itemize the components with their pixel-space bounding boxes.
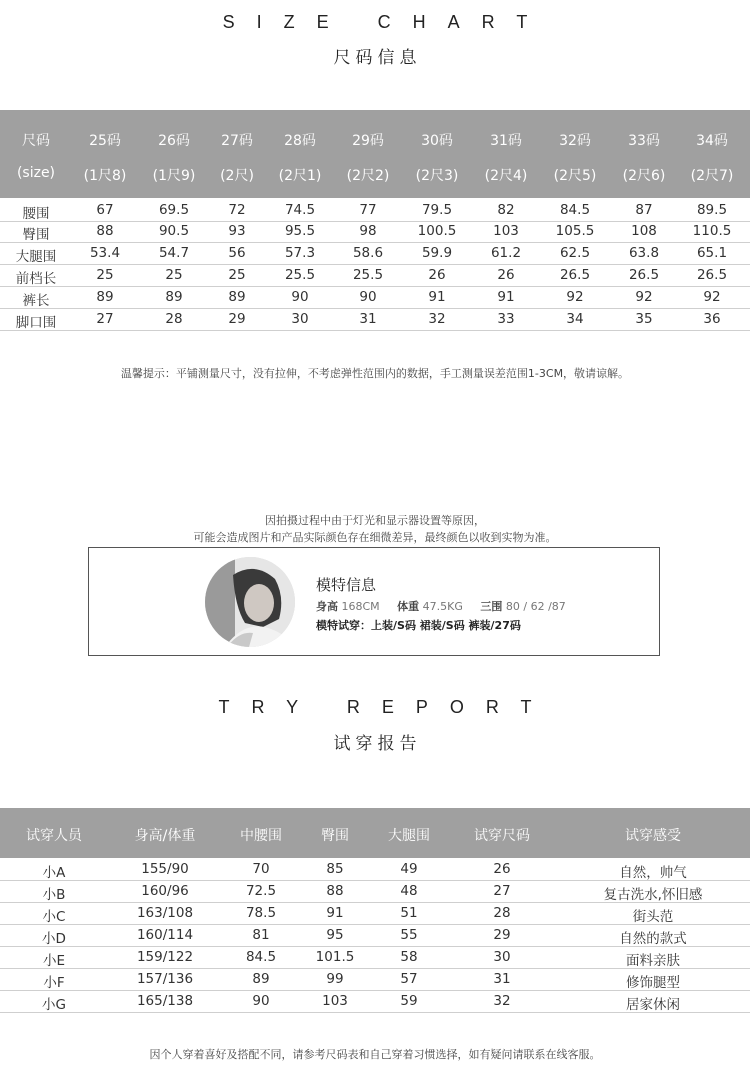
size-value-cell: 92 — [703, 289, 721, 305]
size-value-cell: 91 — [497, 289, 515, 305]
try-value-cell: 95 — [326, 927, 344, 943]
size-value-cell: 90 — [291, 289, 309, 305]
try-value-cell: 30 — [493, 949, 511, 965]
try-value-cell: 155/90 — [141, 861, 189, 877]
try-value-cell: 85 — [326, 861, 344, 877]
row-divider — [0, 924, 750, 925]
size-row-label: 腰围 — [22, 206, 50, 222]
tester-name: 小C — [42, 909, 66, 925]
row-divider — [0, 990, 750, 991]
size-value-cell: 63.8 — [628, 245, 660, 261]
try-value-cell: 48 — [400, 883, 418, 899]
model-try-sizes: 模特试穿：上装/S码 裙装/S码 裤装/27码 — [316, 619, 521, 632]
row-divider — [0, 286, 750, 287]
try-value-cell: 街头范 — [632, 909, 674, 925]
try-report-footer: 因个人穿着喜好及搭配不同，请参考尺码表和自己穿着习惯选择，如有疑问请联系在线客服。 — [149, 1048, 601, 1061]
row-divider — [0, 264, 750, 265]
size-value-cell: 72 — [228, 202, 246, 218]
try-value-cell: 90 — [252, 993, 270, 1009]
try-value-cell: 157/136 — [136, 971, 194, 987]
size-value-cell: 100.5 — [417, 223, 457, 239]
try-value-cell: 57 — [400, 971, 418, 987]
size-value-cell: 91 — [428, 289, 446, 305]
size-subheader-cell: (size) — [16, 165, 56, 181]
size-chart-tip: 温馨提示：平铺测量尺寸，没有拉伸，不考虑弹性范围内的数据，手工测量误差范围1-3CM，敬请谅解。 — [120, 367, 630, 380]
size-value-cell: 79.5 — [421, 202, 453, 218]
model-info-title: 模特信息 — [316, 576, 377, 594]
try-value-cell: 26 — [493, 861, 511, 877]
size-value-cell: 32 — [428, 311, 446, 327]
size-value-cell: 54.7 — [158, 245, 190, 261]
size-value-cell: 35 — [635, 311, 653, 327]
try-value-cell: 自然，帅气 — [619, 865, 687, 881]
weight-label: 体重 — [397, 600, 420, 613]
size-value-cell: 87 — [635, 202, 653, 218]
try-value-cell: 91 — [326, 905, 344, 921]
try-value-cell: 29 — [493, 927, 511, 943]
height-value: 168CM — [341, 600, 380, 613]
model-stats — [316, 598, 566, 614]
size-row-label: 前档长 — [15, 271, 57, 287]
try-report-title-cn: 试穿报告 — [333, 734, 422, 754]
try-value-cell: 165/138 — [136, 993, 194, 1009]
size-value-cell: 82 — [497, 202, 515, 218]
size-value-cell: 98 — [359, 223, 377, 239]
size-value-cell: 84.5 — [559, 202, 591, 218]
model-avatar — [205, 557, 295, 647]
size-value-cell: 110.5 — [692, 223, 732, 239]
size-value-cell: 33 — [497, 311, 515, 327]
try-value-cell: 面料亲肤 — [626, 953, 680, 969]
try-header-cell: 试穿人员 — [26, 828, 82, 844]
size-value-cell: 26 — [428, 267, 446, 283]
try-value-cell: 49 — [400, 861, 418, 877]
try-value-cell: 复古洗水,怀旧感 — [603, 887, 703, 903]
size-row-label: 臀围 — [22, 227, 50, 243]
size-value-cell: 95.5 — [284, 223, 316, 239]
size-value-cell: 88 — [96, 223, 114, 239]
size-value-cell: 34 — [566, 311, 584, 327]
size-value-cell: 67 — [96, 202, 114, 218]
try-value-cell: 160/96 — [141, 883, 189, 899]
model-info-box — [88, 547, 660, 656]
try-value-cell: 88 — [326, 883, 344, 899]
tester-name: 小E — [42, 953, 66, 969]
try-value-cell: 89 — [252, 971, 270, 987]
size-subheader-cell: (1尺8) — [83, 168, 127, 184]
try-value-cell: 99 — [326, 971, 344, 987]
size-value-cell: 69.5 — [158, 202, 190, 218]
size-value-cell: 31 — [359, 311, 377, 327]
size-value-cell: 25 — [165, 267, 183, 283]
try-value-cell: 修饰腿型 — [626, 975, 680, 991]
height-label: 身高 — [316, 600, 338, 613]
row-divider — [0, 1012, 750, 1013]
try-value-cell: 居家休闲 — [626, 997, 680, 1013]
try-value-cell: 81 — [252, 927, 270, 943]
size-chart-title-cn: 尺码信息 — [333, 48, 422, 68]
try-header-cell: 臀围 — [321, 828, 349, 844]
try-header-cell: 大腿围 — [388, 828, 430, 844]
row-divider — [0, 221, 750, 222]
tester-name: 小A — [42, 865, 66, 881]
row-divider — [0, 968, 750, 969]
size-value-cell: 57.3 — [284, 245, 316, 261]
try-value-cell: 160/114 — [136, 927, 194, 943]
try-report-title-en: TRY REPORT — [218, 697, 554, 717]
row-divider — [0, 880, 750, 881]
size-subheader-cell: (2尺5) — [553, 168, 597, 184]
size-value-cell: 25.5 — [352, 267, 384, 283]
size-value-cell: 89 — [96, 289, 114, 305]
row-divider — [0, 902, 750, 903]
try-value-cell: 163/108 — [136, 905, 194, 921]
row-divider — [0, 946, 750, 947]
tester-name: 小B — [42, 887, 66, 903]
size-value-cell: 89.5 — [696, 202, 728, 218]
size-value-cell: 89 — [165, 289, 183, 305]
size-value-cell: 26 — [497, 267, 515, 283]
try-value-cell: 159/122 — [136, 949, 194, 965]
size-value-cell: 62.5 — [559, 245, 591, 261]
size-value-cell: 30 — [291, 311, 309, 327]
size-subheader-cell: (2尺) — [220, 168, 254, 184]
size-subheader-cell: (2尺4) — [484, 168, 528, 184]
try-value-cell: 59 — [400, 993, 418, 1009]
measure-label: 三围 — [480, 600, 503, 613]
size-value-cell: 61.2 — [490, 245, 522, 261]
size-value-cell: 77 — [359, 202, 377, 218]
size-row-label: 大腿围 — [15, 249, 57, 265]
size-value-cell: 26.5 — [559, 267, 591, 283]
size-subheader-cell: (2尺1) — [278, 168, 322, 184]
size-subheader-cell: (1尺9) — [152, 168, 196, 184]
try-header-cell: 试穿尺码 — [474, 828, 530, 844]
size-header-cell: 27码 — [221, 133, 253, 149]
size-value-cell: 36 — [703, 311, 721, 327]
try-value-cell: 70 — [252, 861, 270, 877]
size-header-cell: 29码 — [352, 133, 384, 149]
try-value-cell: 31 — [493, 971, 511, 987]
size-row-label: 脚口围 — [15, 315, 57, 331]
size-value-cell: 93 — [228, 223, 246, 239]
tester-name: 小F — [43, 975, 65, 991]
try-value-cell: 51 — [400, 905, 418, 921]
try-value-cell: 55 — [400, 927, 418, 943]
try-value-cell: 103 — [322, 993, 348, 1009]
size-value-cell: 90.5 — [158, 223, 190, 239]
weight-value: 47.5KG — [422, 600, 463, 613]
try-value-cell: 28 — [493, 905, 511, 921]
try-value-cell: 84.5 — [245, 949, 277, 965]
size-subheader-cell: (2尺3) — [415, 168, 459, 184]
size-value-cell: 28 — [165, 311, 183, 327]
size-header-cell: 32码 — [559, 133, 591, 149]
size-value-cell: 25 — [228, 267, 246, 283]
size-value-cell: 108 — [631, 223, 657, 239]
size-value-cell: 59.9 — [421, 245, 453, 261]
size-header-cell: 33码 — [628, 133, 660, 149]
size-value-cell: 58.6 — [352, 245, 384, 261]
try-header-cell: 试穿感受 — [625, 828, 681, 844]
try-value-cell: 101.5 — [315, 949, 355, 965]
size-value-cell: 29 — [228, 311, 246, 327]
size-header-cell: 28码 — [284, 133, 316, 149]
size-value-cell: 105.5 — [555, 223, 595, 239]
try-value-cell: 自然的款式 — [619, 931, 687, 947]
try-value-cell: 58 — [400, 949, 418, 965]
try-value-cell: 78.5 — [245, 905, 277, 921]
tester-name: 小D — [42, 931, 66, 947]
size-header-cell: 30码 — [421, 133, 453, 149]
size-value-cell: 74.5 — [284, 202, 316, 218]
tester-name: 小G — [42, 997, 66, 1013]
size-subheader-cell: (2尺7) — [690, 168, 734, 184]
size-value-cell: 92 — [566, 289, 584, 305]
size-row-label: 裤长 — [22, 293, 50, 309]
try-value-cell: 32 — [493, 993, 511, 1009]
row-divider — [0, 308, 750, 309]
size-value-cell: 53.4 — [89, 245, 121, 261]
size-value-cell: 26.5 — [628, 267, 660, 283]
size-value-cell: 89 — [228, 289, 246, 305]
size-header-cell: 31码 — [490, 133, 522, 149]
size-value-cell: 25 — [96, 267, 114, 283]
row-divider — [0, 330, 750, 331]
size-value-cell: 26.5 — [696, 267, 728, 283]
size-subheader-cell: (2尺2) — [346, 168, 390, 184]
try-header-cell: 中腰围 — [240, 828, 282, 844]
size-header-cell: 25码 — [89, 133, 121, 149]
size-value-cell: 90 — [359, 289, 377, 305]
row-divider — [0, 242, 750, 243]
measure-value: 80 / 62 /87 — [505, 600, 566, 613]
size-subheader-cell: (2尺6) — [622, 168, 666, 184]
size-header-cell: 26码 — [158, 133, 190, 149]
size-header-cell: 尺码 — [22, 133, 50, 149]
color-note-line1: 因拍摄过程中由于灯光和显示器设置等原因， — [265, 514, 485, 527]
size-header-cell: 34码 — [696, 133, 728, 149]
size-value-cell: 27 — [96, 311, 114, 327]
size-value-cell: 56 — [228, 245, 246, 261]
color-note-line2: 可能会造成图片和产品实际颜色存在细微差异，最终颜色以收到实物为准。 — [193, 531, 557, 544]
try-header-cell: 身高/体重 — [134, 828, 196, 844]
size-value-cell: 103 — [493, 223, 519, 239]
try-value-cell: 72.5 — [245, 883, 277, 899]
size-value-cell: 65.1 — [696, 245, 728, 261]
try-value-cell: 27 — [493, 883, 511, 899]
size-chart-title-en: SIZE CHART — [222, 12, 550, 32]
size-value-cell: 92 — [635, 289, 653, 305]
size-value-cell: 25.5 — [284, 267, 316, 283]
